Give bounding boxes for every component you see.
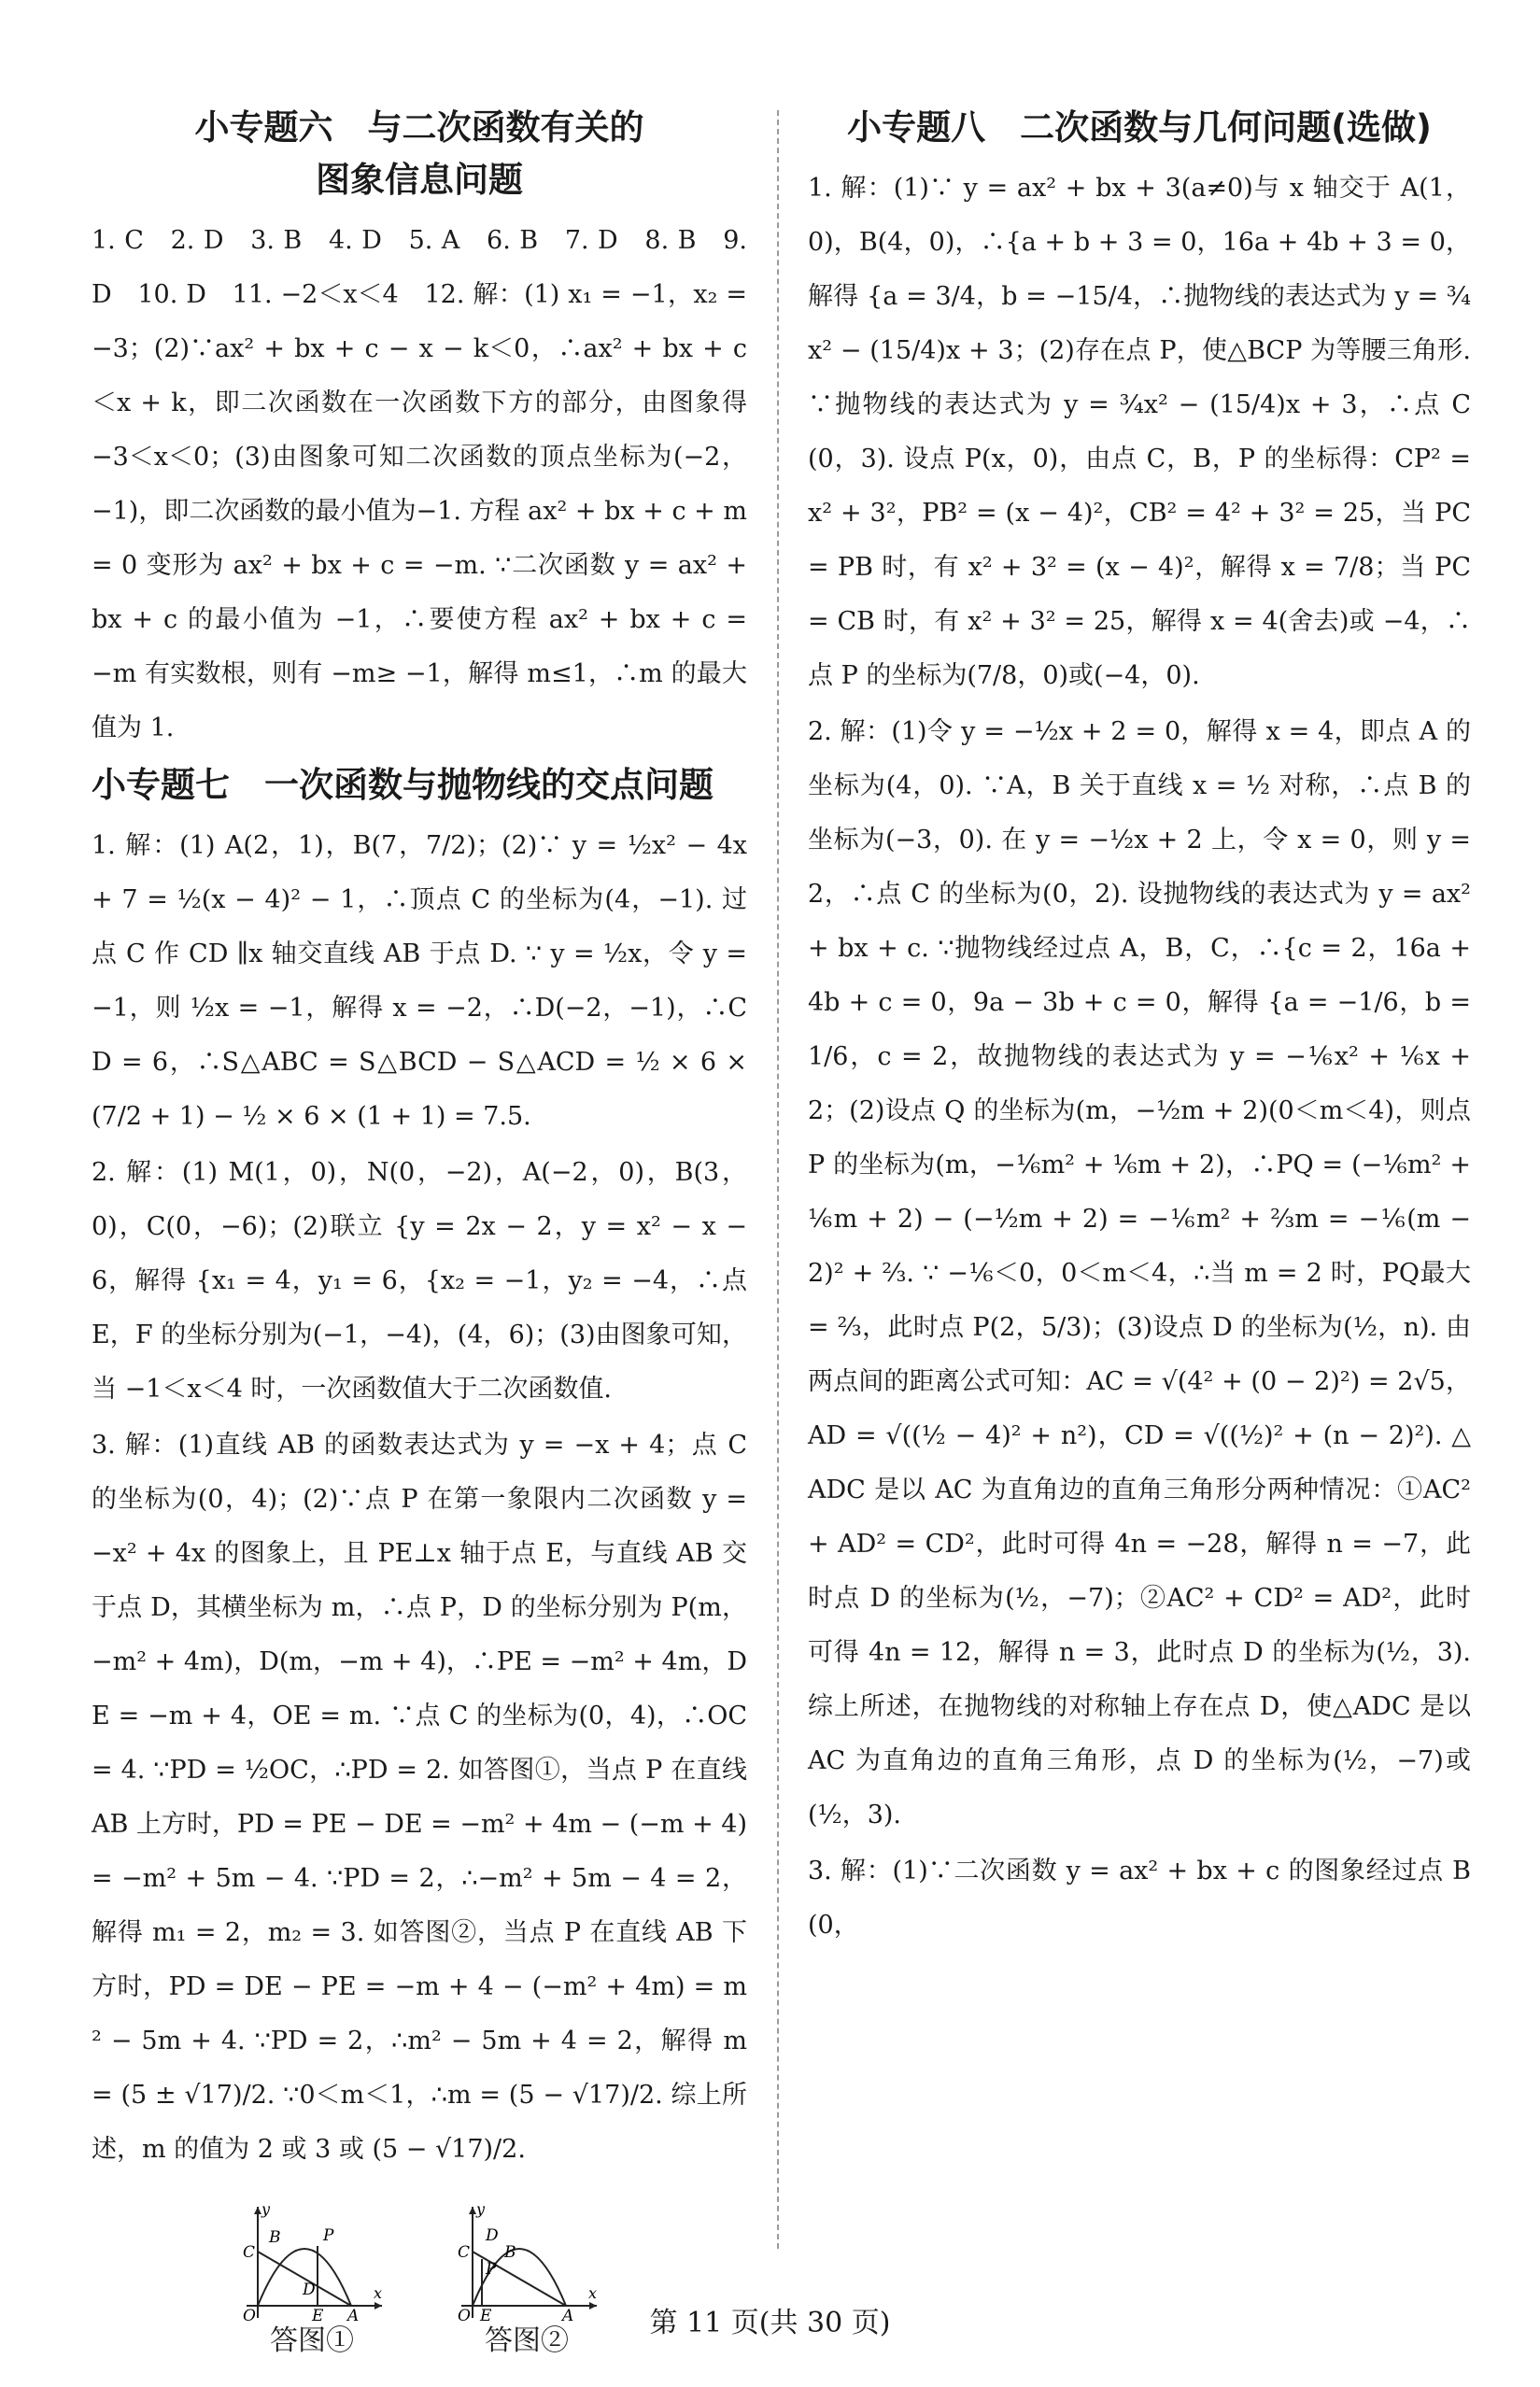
section-8-title-note: (选做)	[1331, 107, 1432, 148]
fig1-label-a: A	[347, 2307, 360, 2323]
section-7-title: 小专题七 一次函数与抛物线的交点问题	[92, 765, 713, 805]
fig2-label-o: O	[458, 2307, 471, 2323]
fig2-label-p: P	[486, 2260, 497, 2279]
section-7-problem-2: 2. 解：(1) M(1，0)，N(0，−2)，A(−2，0)，B(3，0)，C(0，−6)；(2)联立 {y = 2x − 2，y = x² − x − 6，解得 {x₁ = 4，y₁ = 6，{x₂ = −1，y₂ = −4，∴点 E，F 的坐标分别为(−1，−4)，(4，6)；(3)由图象可知，当 −1＜x＜4 时，一次函数值大于二次函数值.	[92, 1158, 747, 1404]
section-7-problem-3: 3. 解：(1)直线 AB 的函数表达式为 y = −x + 4；点 C 的坐标为(0，4)；(2)∵点 P 在第一象限内二次函数 y = −x² + 4x 的图象上，且 PE⊥x 轴于点 E，与直线 AB 交于点 D，其横坐标为 m，∴点 P，D 的坐标分别为 P(m，−m² + 4m)，D(m，−m + 4)，∴PE = −m² + 4m，DE = −m + 4，OE = m. ∵点 C 的坐标为(0，4)，∴OC = 4. ∵PD = ½OC，∴PD = 2. 如答图①，当点 P 在直线 AB 上方时，PD = PE − DE = −m² + 4m − (−m + 4) = −m² + 5m − 4. ∵PD = 2，∴−m² + 5m − 4 = 2，解得 m₁ = 2，m₂ = 3. 如答图②，当点 P 在直线 AB 下方时，PD = DE − PE = −m + 4 − (−m² + 4m) = m² − 5m + 4. ∵PD = 2，∴m² − 5m + 4 = 2，解得 m = (5 ± √17)/2. ∵0＜m＜1，∴m = (5 − √17)/2. 综上所述，m 的值为 2 或 3 或 (5 − √17)/2.	[92, 1431, 747, 2164]
fig1-label-b: B	[269, 2228, 281, 2247]
right-column	[808, 98, 1471, 1955]
fig2-label-x: x	[588, 2284, 598, 2302]
fig1-label-x: x	[374, 2284, 383, 2302]
section-8-title	[808, 102, 1471, 154]
fig1-label-y: y	[261, 2201, 271, 2218]
fig2-label-e: E	[480, 2307, 492, 2323]
fig1-label-o: O	[243, 2307, 256, 2323]
figure-1-caption: 答图①	[270, 2324, 354, 2357]
section-6-title	[92, 102, 747, 206]
section-8-problem-3: 3. 解：(1)∵二次函数 y = ax² + bx + c 的图象经过点 B(0，	[808, 1857, 1471, 1940]
section-6-title-line2: 图象信息问题	[316, 160, 523, 200]
fig2-label-c: C	[458, 2243, 471, 2262]
fig2-label-a: A	[562, 2307, 574, 2323]
fig1-label-d: D	[303, 2281, 316, 2299]
section-8-problem-2: 2. 解：(1)令 y = −½x + 2 = 0，解得 x = 4，即点 A 的坐标为(4，0). ∵A，B 关于直线 x = ½ 对称，∴点 B 的坐标为(−3，0). 在 y = −½x + 2 上，令 x = 0，则 y = 2，∴点 C 的坐标为(0，2). 设抛物线的表达式为 y = ax² + bx + c. ∵抛物线经过点 A，B，C，∴{c = 2，16a + 4b + c = 0，9a − 3b + c = 0，解得 {a = −1/6，b = 1/6，c = 2，故抛物线的表达式为 y = −⅙x² + ⅙x + 2；(2)设点 Q 的坐标为(m，−½m + 2)(0＜m＜4)，则点 P 的坐标为(m，−⅙m² + ⅙m + 2)，∴PQ = (−⅙m² + ⅙m + 2) − (−½m + 2) = −⅙m² + ⅔m = −⅙(m − 2)² + ⅔. ∵ −⅙＜0，0＜m＜4，∴当 m = 2 时，PQ最大 = ⅔，此时点 P(2，5/3)；(3)设点 D 的坐标为(½，n). 由两点间的距离公式可知：AC = √(4² + (0 − 2)²) = 2√5，AD = √((½ − 4)² + n²)，CD = √((½)² + (n − 2)²). △ADC 是以 AC 为直角边的直角三角形分两种情况：①AC² + AD² = CD²，此时可得 4n = −28，解得 n = −7，此时点 D 的坐标为(½，−7)；②AC² + CD² = AD²，此时可得 4n = 12，解得 n = 3，此时点 D 的坐标为(½，3). 综上所述，在抛物线的对称轴上存在点 D，使△ADC 是以 AC 为直角边的直角三角形，点 D 的坐标为(½，−7)或(½，3).	[808, 717, 1471, 1829]
fig1-label-c: C	[243, 2243, 256, 2262]
section-6-answers: 1. C 2. D 3. B 4. D 5. A 6. B 7. D 8. B 9. D 10. D 11. −2＜x＜4 12. 解：(1) x₁ = −1，x₂ = −3；(2)∵ax² + bx + c − x − k＜0，∴ax² + bx + c＜x + k，即二次函数在一次函数下方的部分，由图象得 −3＜x＜0；(3)由图象可知二次函数的顶点坐标为(−2，−1)，即二次函数的最小值为−1. 方程 ax² + bx + c + m = 0 变形为 ax² + bx + c = −m. ∵二次函数 y = ax² + bx + c 的最小值为 −1，∴要使方程 ax² + bx + c = −m 有实数根，则有 −m≥ −1，解得 m≤1，∴m 的最大值为 1.	[92, 226, 747, 742]
section-7-problem-1: 1. 解：(1) A(2，1)，B(7，7/2)；(2)∵ y = ½x² − 4x + 7 = ½(x − 4)² − 1，∴顶点 C 的坐标为(4，−1). 过点 C 作 CD ∥x 轴交直线 AB 于点 D. ∵ y = ½x，令 y = −1，则 ½x = −1，解得 x = −2，∴D(−2，−1)，∴CD = 6，∴S△ABC = S△BCD − S△ACD = ½ × 6 × (7/2 + 1) − ½ × 6 × (1 + 1) = 7.5.	[92, 831, 747, 1131]
column-divider	[777, 110, 779, 2249]
section-8-problem-1: 1. 解：(1)∵ y = ax² + bx + 3(a≠0)与 x 轴交于 A(1，0)，B(4，0)，∴{a + b + 3 = 0，16a + 4b + 3 = 0，解得 {a = 3/4，b = −15/4，∴抛物线的表达式为 y = ¾x² − (15/4)x + 3；(2)存在点 P，使△BCP 为等腰三角形. ∵抛物线的表达式为 y = ¾x² − (15/4)x + 3，∴点 C(0，3). 设点 P(x，0)，由点 C，B，P 的坐标得：CP² = x² + 3²，PB² = (x − 4)²，CB² = 4² + 3² = 25，当 PC = PB 时，有 x² + 3² = (x − 4)²，解得 x = 7/8；当 PC = CB 时，有 x² + 3² = 25，解得 x = 4(舍去)或 −4，∴点 P 的坐标为(7/8，0)或(−4，0).	[808, 174, 1471, 690]
fig1-label-p: P	[323, 2226, 334, 2245]
fig2-label-b: B	[504, 2243, 516, 2262]
figure-2-caption: 答图②	[485, 2324, 569, 2357]
fig1-label-e: E	[312, 2307, 324, 2323]
page-footer: 第 11 页(共 30 页)	[649, 2307, 891, 2339]
section-6-title-line1: 小专题六 与二次函数有关的	[194, 107, 644, 148]
fig2-label-d: D	[486, 2226, 499, 2245]
fig2-label-y: y	[476, 2201, 486, 2218]
left-column	[92, 98, 747, 2360]
section-8-title-main: 小专题八 二次函数与几何问题	[847, 107, 1332, 148]
